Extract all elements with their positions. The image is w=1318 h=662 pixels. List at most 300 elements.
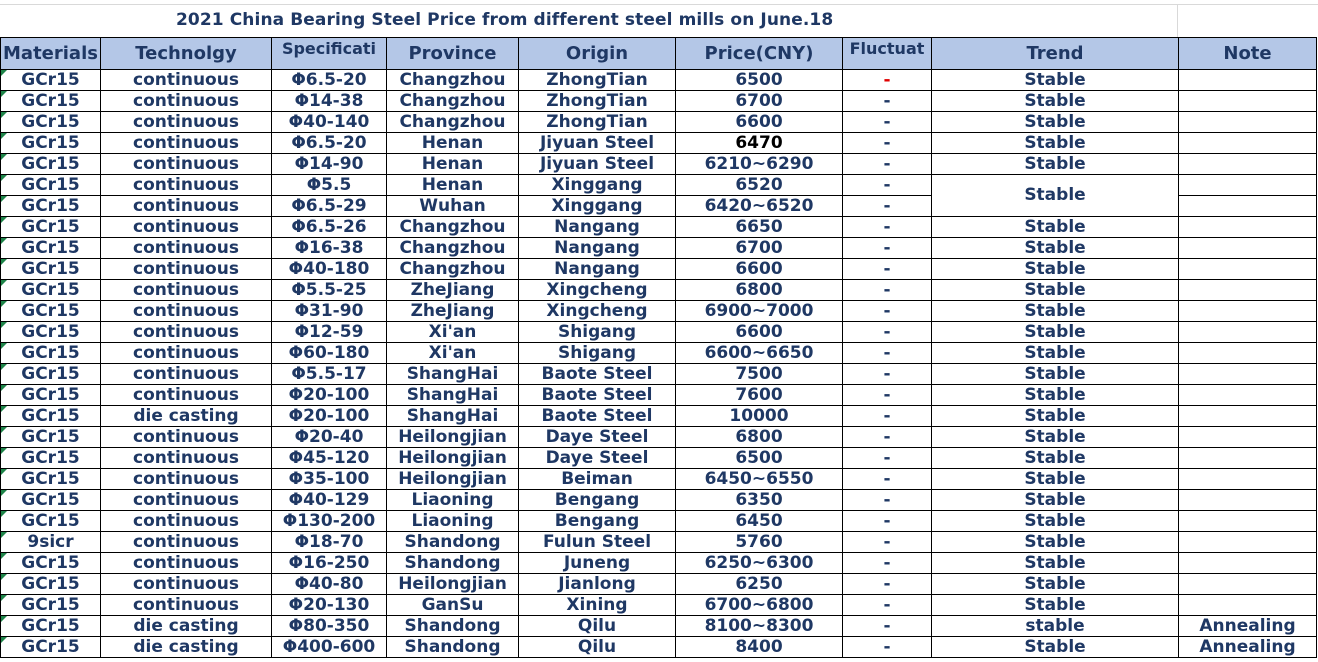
specification-cell[interactable]: Φ20-100 (272, 406, 387, 427)
origin-cell[interactable]: ZhongTian (519, 91, 676, 112)
materials-text: GCr15 (21, 574, 80, 594)
specification-cell[interactable]: Φ400-600 (272, 637, 387, 658)
specification-cell[interactable]: Φ5.5-17 (272, 364, 387, 385)
header-origin[interactable]: Origin (519, 38, 676, 70)
price-cell[interactable]: 6600~6650 (676, 343, 843, 364)
materials-cell[interactable] (1, 196, 101, 217)
fluctuation-cell[interactable]: - (843, 364, 932, 385)
price-cell[interactable]: 6500 (676, 70, 843, 91)
materials-cell[interactable] (1, 217, 101, 238)
province-cell[interactable]: Liaoning (387, 511, 519, 532)
origin-cell[interactable]: Daye Steel (519, 448, 676, 469)
fluctuation-cell[interactable]: - (843, 490, 932, 511)
cell-error-marker-icon (1, 112, 7, 118)
materials-cell[interactable] (1, 490, 101, 511)
specification-cell[interactable]: Φ16-250 (272, 553, 387, 574)
technology-cell[interactable]: continuous (101, 196, 272, 217)
origin-cell[interactable]: Daye Steel (519, 427, 676, 448)
origin-cell[interactable]: Jianlong (519, 574, 676, 595)
trend-cell[interactable]: Stable (932, 448, 1179, 469)
fluctuation-cell[interactable]: - (843, 532, 932, 553)
origin-cell[interactable]: Xingcheng (519, 301, 676, 322)
trend-cell[interactable]: Stable (932, 154, 1179, 175)
price-cell[interactable]: 6800 (676, 427, 843, 448)
fluctuation-cell[interactable]: - (843, 448, 932, 469)
province-cell[interactable]: Changzhou (387, 217, 519, 238)
fluctuation-cell[interactable]: - (843, 301, 932, 322)
technology-cell[interactable]: continuous (101, 427, 272, 448)
specification-cell[interactable]: Φ60-180 (272, 343, 387, 364)
technology-cell[interactable]: continuous (101, 238, 272, 259)
table-row (1, 238, 1317, 259)
note-cell[interactable] (1179, 343, 1317, 364)
province-cell[interactable]: Shandong (387, 532, 519, 553)
trend-cell[interactable]: Stable (932, 217, 1179, 238)
fluctuation-cell[interactable]: - (843, 196, 932, 217)
fluctuation-cell[interactable]: - (843, 574, 932, 595)
price-cell[interactable]: 6520 (676, 175, 843, 196)
note-cell[interactable] (1179, 322, 1317, 343)
materials-cell[interactable] (1, 364, 101, 385)
materials-cell[interactable] (1, 175, 101, 196)
materials-text: GCr15 (21, 553, 80, 573)
trend-cell[interactable]: Stable (932, 322, 1179, 343)
price-cell[interactable]: 6600 (676, 112, 843, 133)
materials-text: GCr15 (21, 175, 80, 195)
note-cell[interactable] (1179, 511, 1317, 532)
trend-cell[interactable]: Stable (932, 595, 1179, 616)
specification-cell[interactable]: Φ80-350 (272, 616, 387, 637)
note-cell[interactable] (1179, 259, 1317, 280)
price-cell[interactable]: 7500 (676, 364, 843, 385)
trend-cell[interactable]: Stable (932, 427, 1179, 448)
header-materials[interactable]: Materials (1, 38, 101, 70)
trend-cell[interactable]: Stable (932, 511, 1179, 532)
origin-cell[interactable]: Baote Steel (519, 406, 676, 427)
specification-cell[interactable]: Φ20-130 (272, 595, 387, 616)
materials-text: GCr15 (21, 637, 80, 657)
fluctuation-cell[interactable]: - (843, 280, 932, 301)
trend-cell[interactable]: Stable (932, 469, 1179, 490)
table-row (1, 70, 1317, 91)
province-cell[interactable]: Changzhou (387, 238, 519, 259)
fluctuation-cell[interactable]: - (843, 238, 932, 259)
note-cell[interactable] (1179, 175, 1317, 196)
price-cell[interactable]: 6420~6520 (676, 196, 843, 217)
trend-cell[interactable]: Stable (932, 553, 1179, 574)
table-row (1, 91, 1317, 112)
materials-cell[interactable] (1, 259, 101, 280)
specification-cell[interactable]: Φ40-80 (272, 574, 387, 595)
price-cell[interactable]: 6450 (676, 511, 843, 532)
trend-cell[interactable]: Stable (932, 574, 1179, 595)
origin-cell[interactable]: ZhongTian (519, 70, 676, 91)
technology-cell[interactable]: die casting (101, 637, 272, 658)
materials-cell[interactable] (1, 238, 101, 259)
fluctuation-cell[interactable]: - (843, 217, 932, 238)
materials-text: GCr15 (21, 238, 80, 258)
table-row (1, 448, 1317, 469)
technology-cell[interactable]: continuous (101, 133, 272, 154)
fluctuation-cell[interactable]: - (843, 406, 932, 427)
trend-cell[interactable]: Stable (932, 70, 1179, 91)
technology-cell[interactable]: continuous (101, 322, 272, 343)
origin-cell[interactable]: Nangang (519, 259, 676, 280)
materials-cell[interactable] (1, 574, 101, 595)
price-cell[interactable]: 5760 (676, 532, 843, 553)
specification-cell[interactable]: Φ31-90 (272, 301, 387, 322)
note-cell[interactable] (1179, 574, 1317, 595)
price-cell[interactable]: 6470 (676, 133, 843, 154)
fluctuation-cell[interactable]: - (843, 154, 932, 175)
province-cell[interactable]: Xi'an (387, 322, 519, 343)
province-cell[interactable]: Henan (387, 175, 519, 196)
province-cell[interactable]: Heilongjian (387, 574, 519, 595)
price-cell[interactable]: 10000 (676, 406, 843, 427)
price-cell[interactable]: 6700~6800 (676, 595, 843, 616)
header-technology[interactable]: Technolgy (101, 38, 272, 70)
province-cell[interactable]: Liaoning (387, 490, 519, 511)
fluctuation-cell[interactable]: - (843, 112, 932, 133)
specification-cell[interactable]: Φ20-40 (272, 427, 387, 448)
price-cell[interactable]: 6210~6290 (676, 154, 843, 175)
trend-cell[interactable]: Stable (932, 259, 1179, 280)
origin-cell[interactable]: ZhongTian (519, 112, 676, 133)
note-cell[interactable] (1179, 133, 1317, 154)
trend-cell[interactable]: Stable (932, 238, 1179, 259)
specification-cell[interactable]: Φ6.5-26 (272, 217, 387, 238)
materials-cell[interactable] (1, 637, 101, 658)
specification-cell[interactable]: Φ16-38 (272, 238, 387, 259)
materials-cell[interactable] (1, 112, 101, 133)
price-cell[interactable]: 6350 (676, 490, 843, 511)
specification-cell[interactable]: Φ18-70 (272, 532, 387, 553)
note-cell[interactable] (1179, 280, 1317, 301)
header-trend[interactable]: Trend (932, 38, 1179, 70)
technology-cell[interactable]: die casting (101, 406, 272, 427)
note-cell[interactable] (1179, 469, 1317, 490)
province-cell[interactable]: Changzhou (387, 112, 519, 133)
technology-cell[interactable]: continuous (101, 469, 272, 490)
origin-cell[interactable]: Baote Steel (519, 385, 676, 406)
note-cell[interactable] (1179, 490, 1317, 511)
price-cell[interactable]: 8100~8300 (676, 616, 843, 637)
province-cell[interactable]: ZheJiang (387, 280, 519, 301)
materials-cell[interactable] (1, 511, 101, 532)
trend-cell[interactable]: Stable (932, 385, 1179, 406)
trend-cell[interactable]: Stable (932, 301, 1179, 322)
note-cell[interactable] (1179, 385, 1317, 406)
header-note[interactable]: Note (1179, 38, 1317, 70)
price-cell[interactable]: 6700 (676, 91, 843, 112)
materials-text: GCr15 (21, 259, 80, 279)
price-cell[interactable]: 7600 (676, 385, 843, 406)
materials-cell[interactable] (1, 448, 101, 469)
trend-cell[interactable]: Stable (932, 406, 1179, 427)
cell-error-marker-icon (1, 301, 7, 307)
header-fluctuation[interactable]: Fluctuat (843, 38, 932, 70)
origin-cell[interactable]: Xingcheng (519, 280, 676, 301)
table-row (1, 322, 1317, 343)
table-row (1, 637, 1317, 658)
fluctuation-cell[interactable]: - (843, 637, 932, 658)
province-cell[interactable]: Shandong (387, 637, 519, 658)
note-cell[interactable] (1179, 427, 1317, 448)
materials-cell[interactable] (1, 406, 101, 427)
materials-text: GCr15 (21, 154, 80, 174)
province-cell[interactable]: Heilongjian (387, 448, 519, 469)
origin-cell[interactable]: Xinggang (519, 196, 676, 217)
materials-cell[interactable] (1, 301, 101, 322)
trend-cell[interactable]: Stable (932, 280, 1179, 301)
materials-text: GCr15 (21, 406, 80, 426)
fluctuation-cell[interactable]: - (843, 553, 932, 574)
fluctuation-cell[interactable]: - (843, 91, 932, 112)
cell-error-marker-icon (1, 511, 7, 517)
note-cell[interactable] (1179, 91, 1317, 112)
fluctuation-cell[interactable]: - (843, 427, 932, 448)
province-cell[interactable]: Xi'an (387, 343, 519, 364)
specification-cell[interactable]: Φ5.5-25 (272, 280, 387, 301)
table-body (1, 70, 1317, 658)
origin-cell[interactable]: Qilu (519, 616, 676, 637)
note-cell[interactable] (1179, 238, 1317, 259)
materials-cell[interactable] (1, 532, 101, 553)
specification-cell[interactable]: Φ40-129 (272, 490, 387, 511)
materials-text: GCr15 (21, 217, 80, 237)
technology-cell[interactable]: continuous (101, 112, 272, 133)
origin-cell[interactable]: Fulun Steel (519, 532, 676, 553)
table-row (1, 280, 1317, 301)
province-cell[interactable]: Shandong (387, 616, 519, 637)
note-cell[interactable] (1179, 553, 1317, 574)
technology-cell[interactable]: continuous (101, 175, 272, 196)
fluctuation-cell[interactable]: - (843, 385, 932, 406)
province-cell[interactable]: ShangHai (387, 406, 519, 427)
province-cell[interactable]: ZheJiang (387, 301, 519, 322)
origin-cell[interactable]: Nangang (519, 238, 676, 259)
technology-cell[interactable]: continuous (101, 343, 272, 364)
materials-cell[interactable] (1, 385, 101, 406)
note-cell[interactable] (1179, 217, 1317, 238)
note-cell[interactable] (1179, 595, 1317, 616)
fluctuation-cell[interactable]: - (843, 322, 932, 343)
sheet-title[interactable]: 2021 China Bearing Steel Price from different steel mills on June.18 (176, 10, 834, 30)
cell-error-marker-icon (1, 469, 7, 475)
origin-cell[interactable]: Jiyuan Steel (519, 154, 676, 175)
note-cell[interactable]: Annealing (1179, 637, 1317, 658)
province-cell[interactable]: Shandong (387, 553, 519, 574)
table-row (1, 490, 1317, 511)
materials-cell[interactable] (1, 553, 101, 574)
fluctuation-cell[interactable]: - (843, 259, 932, 280)
materials-cell[interactable] (1, 154, 101, 175)
province-cell[interactable]: Changzhou (387, 91, 519, 112)
cell-error-marker-icon (1, 70, 7, 76)
trend-cell[interactable]: Stable (932, 637, 1179, 658)
province-cell[interactable]: Changzhou (387, 259, 519, 280)
technology-cell[interactable]: die casting (101, 616, 272, 637)
title-row (0, 4, 1318, 38)
specification-cell[interactable]: Φ12-59 (272, 322, 387, 343)
specification-cell[interactable]: Φ14-38 (272, 91, 387, 112)
fluctuation-cell[interactable]: - (843, 133, 932, 154)
origin-cell[interactable]: Xinggang (519, 175, 676, 196)
origin-cell[interactable]: Jiyuan Steel (519, 133, 676, 154)
materials-cell[interactable] (1, 133, 101, 154)
specification-cell[interactable]: Φ6.5-20 (272, 133, 387, 154)
price-cell[interactable]: 6600 (676, 322, 843, 343)
origin-cell[interactable]: Bengang (519, 511, 676, 532)
note-cell[interactable] (1179, 112, 1317, 133)
technology-cell[interactable]: continuous (101, 364, 272, 385)
materials-text: GCr15 (21, 448, 80, 468)
note-cell[interactable] (1179, 196, 1317, 217)
province-cell[interactable]: Wuhan (387, 196, 519, 217)
province-cell[interactable]: ShangHai (387, 385, 519, 406)
specification-cell[interactable]: Φ40-180 (272, 259, 387, 280)
specification-cell[interactable]: Φ20-100 (272, 385, 387, 406)
trend-cell[interactable]: Stable (932, 91, 1179, 112)
price-cell[interactable]: 6900~7000 (676, 301, 843, 322)
trend-cell[interactable]: Stable (932, 490, 1179, 511)
technology-cell[interactable]: continuous (101, 154, 272, 175)
province-cell[interactable]: Changzhou (387, 70, 519, 91)
materials-text: GCr15 (21, 196, 80, 216)
note-cell[interactable] (1179, 406, 1317, 427)
header-province[interactable]: Province (387, 38, 519, 70)
specification-cell[interactable]: Φ6.5-20 (272, 70, 387, 91)
technology-cell[interactable]: continuous (101, 532, 272, 553)
table-row (1, 217, 1317, 238)
fluctuation-cell[interactable]: - (843, 469, 932, 490)
trend-cell[interactable]: Stable (932, 133, 1179, 154)
note-cell[interactable] (1179, 70, 1317, 91)
specification-cell[interactable]: Φ14-90 (272, 154, 387, 175)
technology-cell[interactable]: continuous (101, 553, 272, 574)
price-cell[interactable]: 6600 (676, 259, 843, 280)
note-cell[interactable] (1179, 448, 1317, 469)
materials-cell[interactable] (1, 70, 101, 91)
materials-cell[interactable] (1, 322, 101, 343)
cell-error-marker-icon (1, 364, 7, 370)
fluctuation-cell[interactable]: - (843, 595, 932, 616)
price-cell[interactable]: 6450~6550 (676, 469, 843, 490)
province-cell[interactable]: Henan (387, 154, 519, 175)
fluctuation-cell[interactable]: - (843, 616, 932, 637)
materials-cell[interactable] (1, 280, 101, 301)
origin-cell[interactable]: Shigang (519, 343, 676, 364)
materials-cell[interactable] (1, 616, 101, 637)
specification-cell[interactable]: Φ40-140 (272, 112, 387, 133)
origin-cell[interactable]: Juneng (519, 553, 676, 574)
note-cell[interactable] (1179, 154, 1317, 175)
materials-cell[interactable] (1, 469, 101, 490)
specification-cell[interactable]: Φ6.5-29 (272, 196, 387, 217)
price-cell[interactable]: 6800 (676, 280, 843, 301)
province-cell[interactable]: ShangHai (387, 364, 519, 385)
technology-cell[interactable]: continuous (101, 91, 272, 112)
price-cell[interactable]: 6700 (676, 238, 843, 259)
trend-cell[interactable]: Stable (932, 343, 1179, 364)
technology-cell[interactable]: continuous (101, 301, 272, 322)
trend-cell[interactable]: Stable (932, 532, 1179, 553)
province-cell[interactable]: Henan (387, 133, 519, 154)
technology-cell[interactable]: continuous (101, 217, 272, 238)
origin-cell[interactable]: Shigang (519, 322, 676, 343)
technology-cell[interactable]: continuous (101, 511, 272, 532)
specification-cell[interactable]: Φ45-120 (272, 448, 387, 469)
province-cell[interactable]: Heilongjian (387, 469, 519, 490)
trend-cell[interactable]: Stable (932, 175, 1179, 217)
note-cell[interactable]: Annealing (1179, 616, 1317, 637)
technology-cell[interactable]: continuous (101, 490, 272, 511)
note-cell[interactable] (1179, 364, 1317, 385)
materials-cell[interactable] (1, 595, 101, 616)
origin-cell[interactable]: Xining (519, 595, 676, 616)
technology-cell[interactable]: continuous (101, 385, 272, 406)
fluctuation-cell[interactable]: - (843, 175, 932, 196)
fluctuation-cell[interactable]: - (843, 511, 932, 532)
trend-cell[interactable]: Stable (932, 112, 1179, 133)
technology-cell[interactable]: continuous (101, 574, 272, 595)
specification-cell[interactable]: Φ130-200 (272, 511, 387, 532)
province-cell[interactable]: GanSu (387, 595, 519, 616)
trend-cell[interactable]: Stable (932, 364, 1179, 385)
header-price[interactable]: Price(CNY) (676, 38, 843, 70)
note-cell[interactable] (1179, 301, 1317, 322)
origin-cell[interactable]: Bengang (519, 490, 676, 511)
origin-cell[interactable]: Beiman (519, 469, 676, 490)
materials-text: GCr15 (21, 364, 80, 384)
technology-cell[interactable]: continuous (101, 448, 272, 469)
price-table (0, 37, 1317, 658)
origin-cell[interactable]: Qilu (519, 637, 676, 658)
cell-error-marker-icon (1, 196, 7, 202)
origin-cell[interactable]: Nangang (519, 217, 676, 238)
fluctuation-cell[interactable]: - (843, 70, 932, 91)
table-row (1, 385, 1317, 406)
materials-cell[interactable] (1, 427, 101, 448)
origin-cell[interactable]: Baote Steel (519, 364, 676, 385)
price-cell[interactable]: 8400 (676, 637, 843, 658)
specification-cell[interactable]: Φ5.5 (272, 175, 387, 196)
note-cell[interactable] (1179, 532, 1317, 553)
price-cell[interactable]: 6500 (676, 448, 843, 469)
technology-cell[interactable]: continuous (101, 280, 272, 301)
fluctuation-cell[interactable]: - (843, 343, 932, 364)
table-row (1, 175, 1317, 196)
header-specification[interactable]: Specificati (272, 38, 387, 70)
materials-cell[interactable] (1, 91, 101, 112)
price-cell[interactable]: 6650 (676, 217, 843, 238)
materials-text: GCr15 (21, 616, 80, 636)
technology-cell[interactable]: continuous (101, 595, 272, 616)
price-cell[interactable]: 6250~6300 (676, 553, 843, 574)
technology-cell[interactable]: continuous (101, 70, 272, 91)
materials-text: GCr15 (21, 385, 80, 405)
materials-text: GCr15 (21, 133, 80, 153)
table-row (1, 469, 1317, 490)
cell-error-marker-icon (1, 280, 7, 286)
province-cell[interactable]: Heilongjian (387, 427, 519, 448)
materials-cell[interactable] (1, 343, 101, 364)
trend-cell[interactable]: stable (932, 616, 1179, 637)
specification-cell[interactable]: Φ35-100 (272, 469, 387, 490)
technology-cell[interactable]: continuous (101, 259, 272, 280)
price-cell[interactable]: 6250 (676, 574, 843, 595)
materials-text: GCr15 (21, 490, 80, 510)
